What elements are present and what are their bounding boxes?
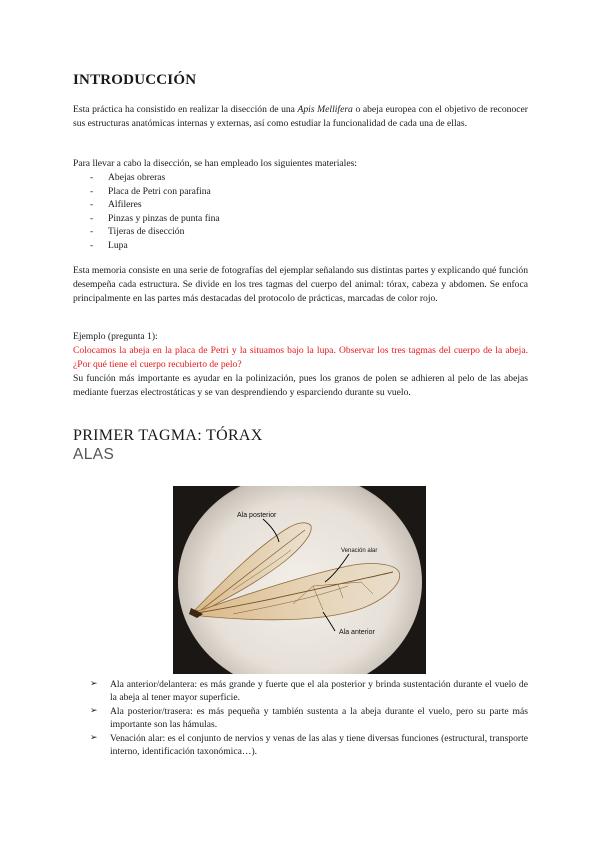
intro-heading: INTRODUCCIÓN (73, 72, 197, 88)
material-label: Alfileres (108, 199, 142, 210)
list-item (90, 705, 528, 732)
example-answer: Su función más importante es ayudar en la polinización, pues los granos de polen se adhieren al pelo de las abejas mediante fuerzas electrostáticas y se van desprendiendo y esparciendo durante su vuelo. (73, 373, 528, 398)
label-ala-anterior: Ala anterior (339, 629, 375, 636)
section-subheading: ALAS (73, 446, 115, 463)
material-label: Placa de Petri con parafina (108, 185, 211, 197)
dash-bullet-icon: - (90, 185, 94, 197)
material-label: Pinzas y pinzas de punta fina (108, 212, 220, 224)
label-venacion-alar: Venación alar (341, 548, 378, 554)
wing-photo-illustration (173, 486, 426, 674)
dash-bullet-icon: - (90, 172, 94, 183)
dash-bullet-icon: - (90, 199, 94, 210)
arrowhead-bullet-icon: ➢ (90, 732, 98, 743)
bullet-text: Venación alar: es el conjunto de nervios y venas de las alas y tiene diversas funciones (estructural, transporte interno, identificación taxonómica…). (110, 732, 528, 758)
intro-paragraph-1 (73, 103, 528, 131)
list-item (73, 198, 220, 212)
list-item (90, 678, 528, 705)
label-ala-posterior: Ala posterior (237, 512, 277, 519)
list-item (73, 171, 220, 185)
list-item (73, 185, 220, 199)
list-item (73, 239, 220, 253)
arrowhead-bullet-icon: ➢ (90, 705, 98, 716)
example-question: Colocamos la abeja en la placa de Petri y la situamos bajo la lupa. Observar los tres tagmas del cuerpo de la abeja. ¿Por qué tiene el cuerpo recubierto de pelo? (73, 345, 528, 370)
wing-photo (173, 486, 426, 674)
dash-bullet-icon: - (90, 212, 94, 224)
section-heading: PRIMER TAGMA: TÓRAX (73, 427, 263, 444)
list-item (90, 732, 528, 759)
dash-bullet-icon: - (90, 226, 94, 237)
material-label: Lupa (108, 239, 128, 251)
intro-paragraph-3: Esta memoria consiste en una serie de fotografías del ejemplar señalando sus distintas partes y explicando qué función desempeña cada estructura. Se divide en los tres tagmas del cuerpo del animal: tórax, cabeza y abdomen. Se enfoca principalmente en las partes más destacadas del protocolo de prácticas, marcadas de color rojo. (73, 265, 528, 304)
wing-notes-list (90, 678, 528, 758)
material-label: Tijeras de disección (108, 226, 185, 237)
list-item (73, 225, 220, 239)
materials-intro: Para llevar a cabo la disección, se han empleado los siguientes materiales: (73, 158, 357, 169)
p1-text-a: Esta práctica ha consistido en realizar la disección de una (73, 104, 298, 115)
bullet-text: Ala posterior/trasera: es más pequeña y también sustenta a la abeja durante el vuelo, pero su parte más importante son las hámulas. (110, 705, 528, 731)
list-item (73, 212, 220, 226)
material-label: Abejas obreras (108, 172, 166, 183)
p1-text-b: o abeja europea con el objetivo de reconocer sus estructuras anatómicas internas y externas, así como estudiar la funcionalidad de cada una de ellas. (73, 104, 528, 129)
materials-list (73, 171, 220, 252)
example-label: Ejemplo (pregunta 1): (73, 331, 158, 342)
bullet-text: Ala anterior/delantera: es más grande y fuerte que el ala posterior y brinda sustentación durante el vuelo de la abeja al tener mayor superficie. (110, 679, 528, 704)
arrowhead-bullet-icon: ➢ (90, 679, 98, 689)
species-name: Apis Mellifera (297, 104, 353, 115)
dash-bullet-icon: - (90, 239, 94, 251)
